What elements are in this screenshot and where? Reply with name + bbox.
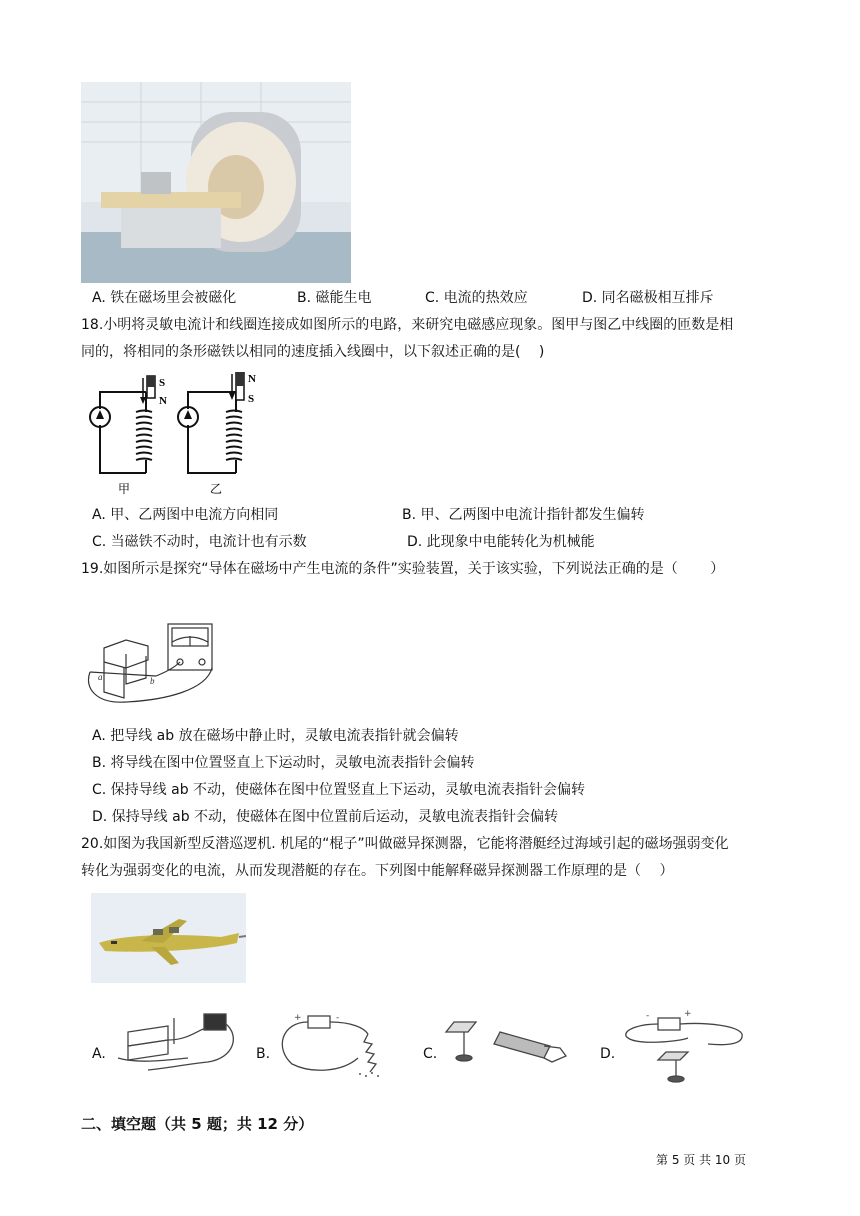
- q18-option-d: D. 此现象中电能转化为机械能: [407, 534, 595, 550]
- q18-option-b: B. 甲、乙两图中电流计指针都发生偏转: [402, 507, 645, 523]
- q18-option-a: A. 甲、乙两图中电流方向相同: [92, 507, 279, 523]
- q20-option-c-letter: C.: [423, 1046, 438, 1062]
- svg-text:-: -: [336, 1013, 340, 1023]
- q18-label-s1: S: [159, 377, 166, 389]
- section-heading-fill-in: 二、填空题（共 5 题；共 12 分）: [81, 1115, 314, 1133]
- q18-label-left: 甲: [118, 482, 131, 496]
- svg-text:-: -: [646, 1011, 650, 1021]
- svg-text:b: b: [150, 676, 155, 686]
- svg-text:+: +: [684, 1009, 692, 1019]
- q18-label-right: 乙: [210, 482, 223, 496]
- q18-label-n1: N: [159, 395, 167, 407]
- q17-option-d: D. 同名磁极相互排斥: [582, 290, 714, 306]
- q18-label-n2: N: [248, 373, 256, 385]
- q19-stem-line1: 19.如图所示是探究“导体在磁场中产生电流的条件”实验装置，关于该实验，下列说法正确的是（ ）: [81, 561, 725, 577]
- svg-text:a: a: [98, 672, 103, 682]
- q17-option-b: B. 磁能生电: [297, 290, 372, 306]
- q18-circuit-figure: [86, 372, 266, 498]
- patrol-plane-photo: [91, 893, 246, 983]
- q18-option-c: C. 当磁铁不动时，电流计也有示数: [92, 534, 307, 550]
- q17-option-a: A. 铁在磁场里会被磁化: [92, 290, 237, 306]
- q20-option-a-letter: A.: [92, 1046, 106, 1062]
- q17-option-c: C. 电流的热效应: [425, 290, 528, 306]
- q18-label-s2: S: [248, 393, 255, 405]
- q19-option-b: B. 将导线在图中位置竖直上下运动时，灵敏电流表指针会偏转: [92, 755, 475, 771]
- q20-stem-line2: 转化为强弱变化的电流，从而发现潜艇的存在。下列图中能解释磁异探测器工作原理的是（ ）: [81, 863, 674, 879]
- q20-option-b-figure: [272, 1008, 392, 1080]
- q20-option-c-figure: [440, 1012, 575, 1076]
- q19-option-d: D. 保持导线 ab 不动，使磁体在图中位置前后运动，灵敏电流表指针会偏转: [92, 809, 559, 825]
- q20-option-d-figure: [618, 1004, 758, 1084]
- q18-stem-line1: 18.小明将灵敏电流计和线圈连接成如图所示的电路，来研究电磁感应现象。图甲与图乙中线圈的匝数是相: [81, 317, 734, 333]
- svg-text:+: +: [294, 1013, 302, 1023]
- q19-option-c: C. 保持导线 ab 不动，使磁体在图中位置竖直上下运动，灵敏电流表指针会偏转: [92, 782, 586, 798]
- q19-option-a: A. 把导线 ab 放在磁场中静止时，灵敏电流表指针就会偏转: [92, 728, 459, 744]
- page-footer: 第 5 页 共 10 页: [656, 1153, 746, 1167]
- q19-apparatus-figure: [86, 618, 236, 710]
- mri-photo: [81, 82, 351, 283]
- q18-stem-line2: 同的，将相同的条形磁铁以相同的速度插入线圈中，以下叙述正确的是( ): [81, 344, 545, 360]
- q20-option-d-letter: D.: [600, 1046, 616, 1062]
- q20-stem-line1: 20.如图为我国新型反潜巡逻机. 机尾的“棍子”叫做磁异探测器，它能将潜艇经过海域引起的磁场强弱变化: [81, 836, 729, 852]
- q20-option-a-figure: [108, 1010, 243, 1078]
- q20-option-b-letter: B.: [256, 1046, 271, 1062]
